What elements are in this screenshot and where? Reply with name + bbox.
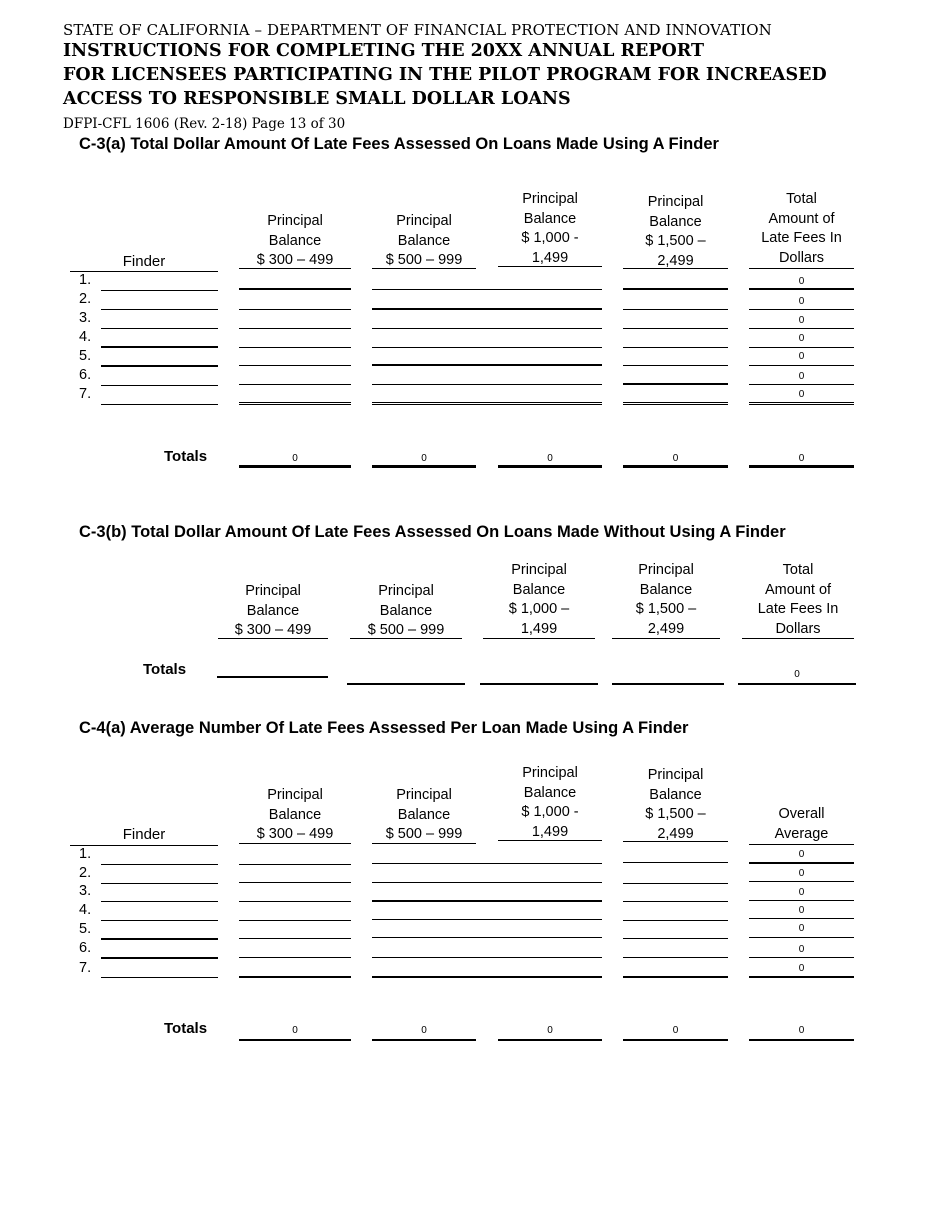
c4a-row-average: 0 — [798, 963, 805, 974]
c4a-row-average: 0 — [798, 887, 805, 898]
c3a-row-number: 7. — [79, 386, 92, 402]
agency-heading: STATE OF CALIFORNIA – DEPARTMENT OF FINANCIAL PROTECTION AND INNOVATION — [63, 21, 772, 39]
c3a-row-total: 0 — [798, 333, 805, 344]
c3a-col5-header: Total Amount of Late Fees In Dollars — [761, 191, 842, 266]
c3b-col5-header: Total Amount of Late Fees In Dollars — [757, 562, 839, 637]
c4a-row-average: 0 — [798, 923, 805, 934]
c4a-col3-header: Principal Balance $ 1,000 - 1,499 — [521, 765, 579, 840]
c4a-row-average: 0 — [798, 849, 805, 860]
report-title-line-2: FOR LICENSEES PARTICIPATING IN THE PILOT PROGRAM FOR INCREASED — [63, 65, 827, 85]
c3a-row-number: 1. — [79, 272, 92, 288]
c4a-row-number: 6. — [79, 940, 92, 956]
c3a-row-number: 2. — [79, 291, 92, 307]
c3b-col2-header: Principal Balance $ 500 – 999 — [367, 583, 445, 638]
form-number: DFPI-CFL 1606 (Rev. 2-18) Page 13 of 30 — [63, 116, 346, 132]
c4a-row-number: 1. — [79, 846, 92, 862]
c3a-total-col1: 0 — [292, 453, 298, 464]
c3a-finder-header: Finder — [122, 253, 166, 270]
c3b-col3-header: Principal Balance $ 1,000 – 1,499 — [508, 562, 570, 637]
c3a-row-number: 5. — [79, 348, 92, 364]
c3b-totals-label: Totals — [143, 661, 187, 678]
c3b-col4-header: Principal Balance $ 1,500 – 2,499 — [635, 562, 697, 637]
c3a-row-total: 0 — [798, 389, 805, 400]
section-c3b-title: C-3(b) Total Dollar Amount Of Late Fees Assessed On Loans Made Without Using A Finder — [79, 523, 786, 541]
c3a-col4-header: Principal Balance $ 1,500 – 2,499 — [645, 194, 706, 269]
c4a-finder-header: Finder — [122, 826, 166, 843]
c3a-row-number: 4. — [79, 329, 92, 345]
c3a-row-total: 0 — [798, 315, 805, 326]
c4a-row-number: 2. — [79, 865, 92, 881]
c3a-col1-header: Principal Balance $ 300 – 499 — [256, 213, 334, 268]
c4a-total-col5: 0 — [798, 1025, 805, 1036]
c4a-col5-header: Overall Average — [774, 806, 829, 842]
c3a-col3-header: Principal Balance $ 1,000 - 1,499 — [521, 191, 579, 266]
c3a-total-col3: 0 — [547, 453, 553, 464]
report-title-line-3: ACCESS TO RESPONSIBLE SMALL DOLLAR LOANS — [63, 89, 571, 109]
c4a-total-col3: 0 — [547, 1025, 553, 1036]
c4a-row-number: 4. — [79, 902, 92, 918]
c3a-row-number: 6. — [79, 367, 92, 383]
c4a-row-number: 3. — [79, 883, 92, 899]
c3a-totals-label: Totals — [164, 448, 208, 465]
c4a-totals-label: Totals — [164, 1020, 208, 1037]
c3b-col1-header: Principal Balance $ 300 – 499 — [234, 583, 312, 638]
c4a-total-col4: 0 — [672, 1025, 679, 1036]
c4a-col2-header: Principal Balance $ 500 – 999 — [385, 787, 463, 842]
section-c4a-title: C-4(a) Average Number Of Late Fees Assessed Per Loan Made Using A Finder — [79, 719, 689, 737]
c4a-col4-header: Principal Balance $ 1,500 – 2,499 — [645, 767, 706, 842]
section-c3a-title: C-3(a) Total Dollar Amount Of Late Fees Assessed On Loans Made Using A Finder — [79, 135, 719, 153]
c4a-row-number: 7. — [79, 960, 92, 976]
c4a-row-average: 0 — [798, 868, 805, 879]
c3a-row-total: 0 — [798, 351, 805, 362]
c4a-row-average: 0 — [798, 944, 805, 955]
c4a-col1-header: Principal Balance $ 300 – 499 — [256, 787, 334, 842]
c3b-total-value: 0 — [794, 669, 800, 680]
c3a-total-col2: 0 — [421, 453, 427, 464]
c3a-row-total: 0 — [798, 371, 805, 382]
c3a-total-col5: 0 — [798, 453, 805, 464]
c3a-row-total: 0 — [798, 276, 805, 287]
c3a-col2-header: Principal Balance $ 500 – 999 — [385, 213, 463, 268]
c3a-total-col4: 0 — [672, 453, 679, 464]
c3a-row-number: 3. — [79, 310, 92, 326]
report-title-line-1: INSTRUCTIONS FOR COMPLETING THE 20XX ANNUAL REPORT — [63, 41, 705, 61]
c4a-total-col2: 0 — [421, 1025, 427, 1036]
c4a-row-number: 5. — [79, 921, 92, 937]
c4a-row-average: 0 — [798, 905, 805, 916]
c4a-total-col1: 0 — [292, 1025, 298, 1036]
c3a-row-total: 0 — [798, 296, 805, 307]
